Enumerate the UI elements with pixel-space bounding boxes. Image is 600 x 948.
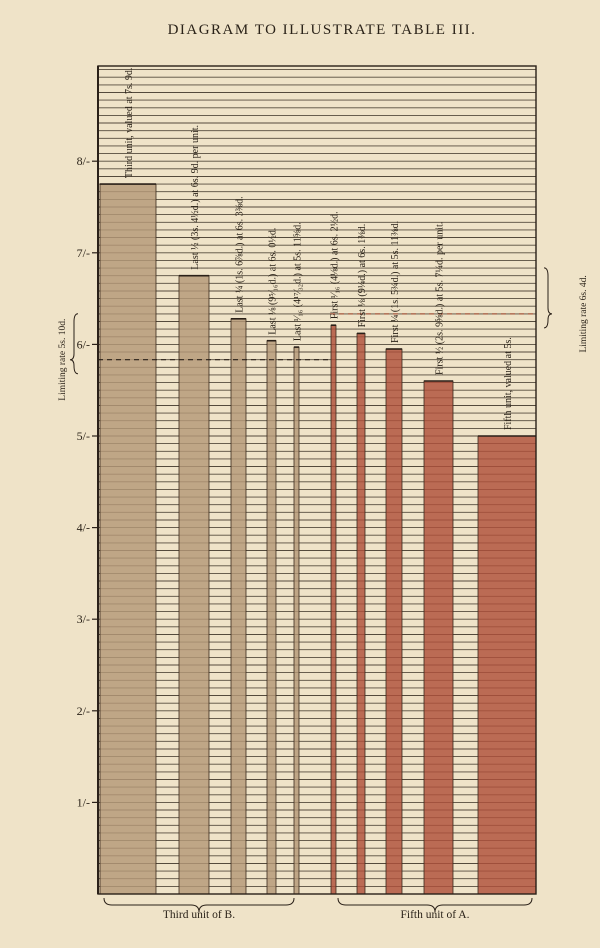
reference-brace — [544, 268, 552, 328]
group-brackets — [104, 898, 532, 921]
bar-label: Last ½ (3s. 4½d.) at 6s. 9d. per unit. — [190, 124, 201, 270]
bar-label: First ½ (2s. 9⅝d.) at 5s. 7¼d. per unit. — [434, 221, 446, 376]
group-label: Fifth unit of A. — [400, 909, 470, 921]
bar-label: Last ¹⁄₁₆ (4¹⁷⁄₃₂d.) at 5s. 11⅝d. — [292, 222, 304, 342]
y-tick-label: 3/- — [76, 612, 90, 627]
bar — [424, 381, 453, 894]
y-tick-label: 5/- — [76, 429, 90, 443]
bar-label: Third unit, valued at 7s. 9d. — [124, 67, 135, 179]
bar-label: First ¼ (1s. 5¾d.) at 5s. 11⅜d. — [390, 220, 401, 343]
chart-title: DIAGRAM TO ILLUSTRATE TABLE III. — [167, 22, 477, 38]
y-tick-label: 8/- — [76, 154, 90, 169]
y-tick-label: 2/- — [76, 703, 90, 718]
bar — [386, 349, 402, 894]
bar — [231, 319, 246, 894]
plot-frame — [98, 66, 536, 894]
bar — [267, 341, 276, 894]
plot-border — [98, 66, 536, 894]
bar-label: First ¹⁄₁₆ (4⅛d.) at 6s. 2½d. — [329, 211, 341, 320]
y-axis-ticks — [77, 154, 98, 809]
bar — [294, 347, 299, 894]
bar-label: First ⅛ (9¼d.) at 6s. 1⅜d. — [357, 223, 368, 328]
bar-label: Last ¼ (1s. 6⅞d.) at 6s. 3⅜d. — [234, 196, 246, 313]
bar — [478, 436, 536, 894]
y-tick-label: 1/- — [76, 795, 90, 810]
bar-label: Last ⅛ (9⁵⁄₁₆d.) at 6s. 0½d. — [267, 227, 279, 335]
reference-label: Limiting rate 5s. 10d. — [58, 318, 68, 401]
y-tick-label: 4/- — [76, 520, 90, 535]
group-label: Third unit of B. — [162, 909, 236, 921]
bar — [100, 184, 156, 894]
bar — [331, 325, 336, 894]
y-tick-label: 7/- — [76, 245, 90, 260]
gridlines — [98, 67, 536, 887]
y-tick-label: 6/- — [76, 337, 90, 352]
bar-label: Fifth unit, valued at 5s. — [503, 337, 514, 430]
bar — [357, 333, 365, 894]
reference-label: Limiting rate 6s. 4d. — [579, 275, 589, 353]
bar — [179, 276, 209, 894]
